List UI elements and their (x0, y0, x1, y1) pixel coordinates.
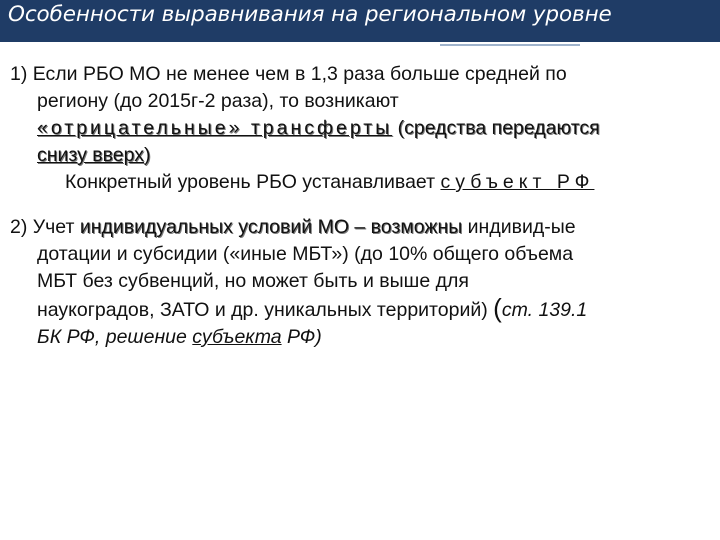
point-2-line-4 (10, 295, 718, 324)
point-1-paren-close: ) (144, 144, 151, 166)
point-1-paren-a: (средства передаются (397, 117, 600, 139)
ref-open-paren: ( (493, 293, 502, 323)
point-1-text-1: Если РБО МО не менее чем в 1,3 раза больше средней по (32, 63, 567, 85)
point-1-line-2 (10, 88, 718, 115)
point-2-text-4: наукоградов, ЗАТО и др. уникальных территорий) (37, 299, 488, 321)
point-1-number: 1) (10, 63, 28, 85)
ref-code: БК РФ, решение (37, 326, 187, 348)
subject-rf: субъект РФ (440, 171, 595, 193)
point-2-text-1: индивид-ые (467, 216, 576, 238)
point-1-line-5 (10, 169, 718, 196)
point-2-number: 2) Учет (10, 216, 75, 238)
level-text: Конкретный уровень РБО устанавливает (65, 171, 436, 193)
point-2-line-1 (10, 214, 718, 241)
title-accent-line (440, 44, 580, 46)
point-2-line-3 (10, 268, 718, 295)
point-2-text-3: МБТ без субвенций, но может быть и выше для (37, 270, 469, 292)
point-1-text-2: региону (до 2015г-2 раза), то возникают (37, 90, 399, 112)
point-1-paren-b: снизу вверх (37, 144, 145, 166)
point-1-line-3 (10, 115, 718, 142)
point-2-line-2 (10, 241, 718, 268)
slide-title: Особенности выравнивания на региональном уровне (8, 2, 612, 27)
point-2 (10, 214, 718, 351)
point-2-text-2: дотации и субсидии («иные МБТ») (до 10% общего объема (37, 243, 574, 265)
point-1 (10, 61, 718, 196)
point-1-line-1 (10, 61, 718, 88)
title-bar (0, 0, 720, 42)
ref-article: ст. 139.1 (501, 299, 588, 321)
point-2-line-5 (10, 324, 718, 351)
negative-transfers: «отрицательные» трансферты (37, 117, 393, 139)
point-1-line-4 (10, 142, 718, 169)
ref-subject: субъекта (192, 326, 282, 348)
individual-conditions: индивидуальных условий МО – возможны (79, 216, 463, 238)
ref-end: РФ) (287, 326, 322, 348)
